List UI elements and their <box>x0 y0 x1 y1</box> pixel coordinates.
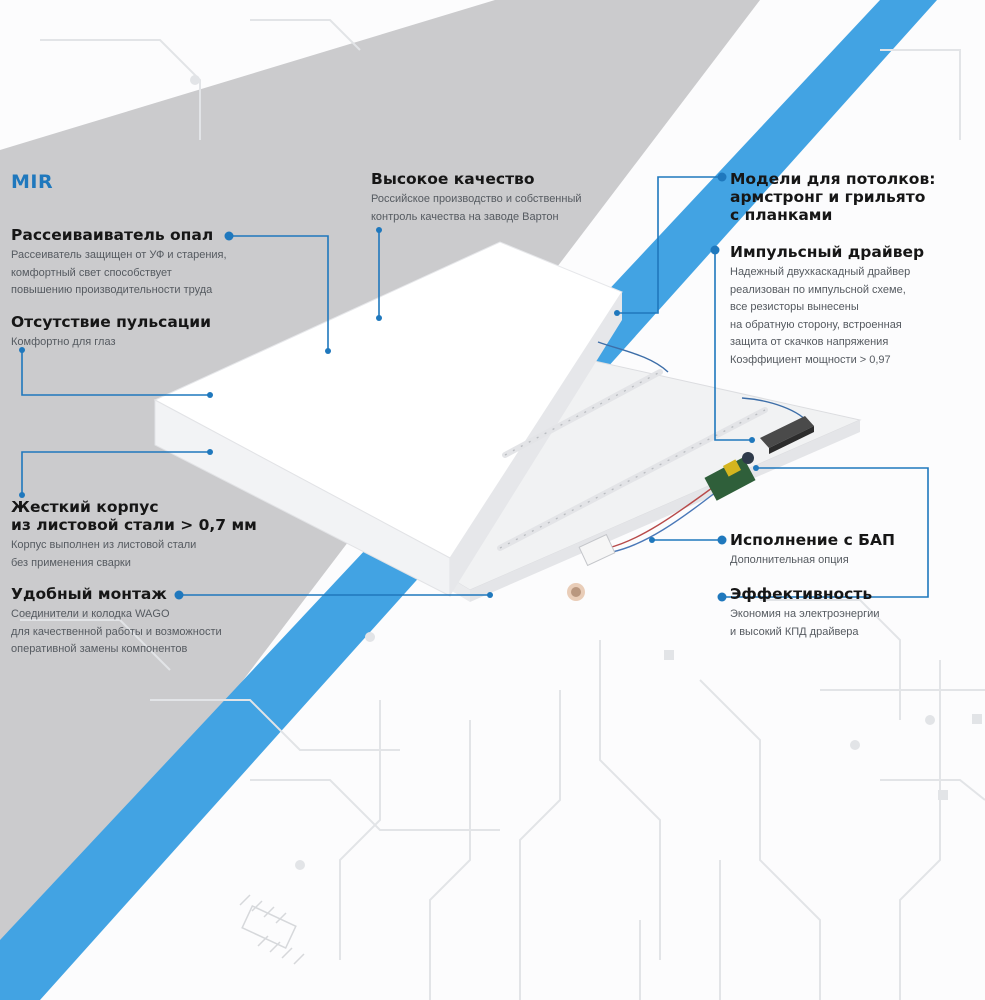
feature-desc: Комфортно для глаз <box>11 336 116 348</box>
feature-title: Эффективность <box>730 585 873 603</box>
brand-logo: MIR <box>11 171 54 193</box>
feature-title: Импульсный драйвер <box>730 243 925 261</box>
feature-title: Модели для потолков: армстронг и грильято с планками <box>730 170 936 224</box>
feature-driver <box>730 243 924 369</box>
feature-title: Высокое качество <box>371 170 535 188</box>
feature-bap <box>730 531 895 570</box>
feature-desc: Корпус выполнен из листовой стали без применения сварки <box>11 539 197 569</box>
feature-desc: Рассеиватель защищен от УФ и старения, комфортный свет способствует повышению производительности труда <box>11 249 227 296</box>
feature-title: Жесткий корпус из листовой стали > 0,7 мм <box>11 498 257 534</box>
feature-title: Рассеиваиватель опал <box>11 226 214 244</box>
feature-desc: Экономия на электроэнергии и высокий КПД драйвера <box>730 608 880 638</box>
feature-body <box>11 498 257 572</box>
feature-title: Удобный монтаж <box>11 585 167 603</box>
feature-desc: Надежный двухкаскадный драйвер реализован по импульсной схеме, все резисторы вынесены на обратную сторону, встроенная защита от скачков напряжения Коэффициент мощности > 0,97 <box>730 266 911 366</box>
feature-title: Отсутствие пульсации <box>11 313 212 331</box>
feature-title: Исполнение с БАП <box>730 531 895 549</box>
feature-diffuser <box>11 226 227 300</box>
feature-no-flicker <box>11 313 211 352</box>
feature-desc: Соединители и колодка WAGO для качественной работы и возможности оперативной замены компонентов <box>11 608 222 655</box>
feature-desc: Российское производство и собственный контроль качества на заводе Вартон <box>371 193 582 223</box>
feature-quality <box>371 170 582 226</box>
feature-efficiency <box>730 585 879 641</box>
chip-icon <box>240 895 304 964</box>
feature-ceilings <box>730 170 935 224</box>
feature-desc: Дополнительная опция <box>730 554 849 566</box>
feature-mounting <box>11 585 222 659</box>
